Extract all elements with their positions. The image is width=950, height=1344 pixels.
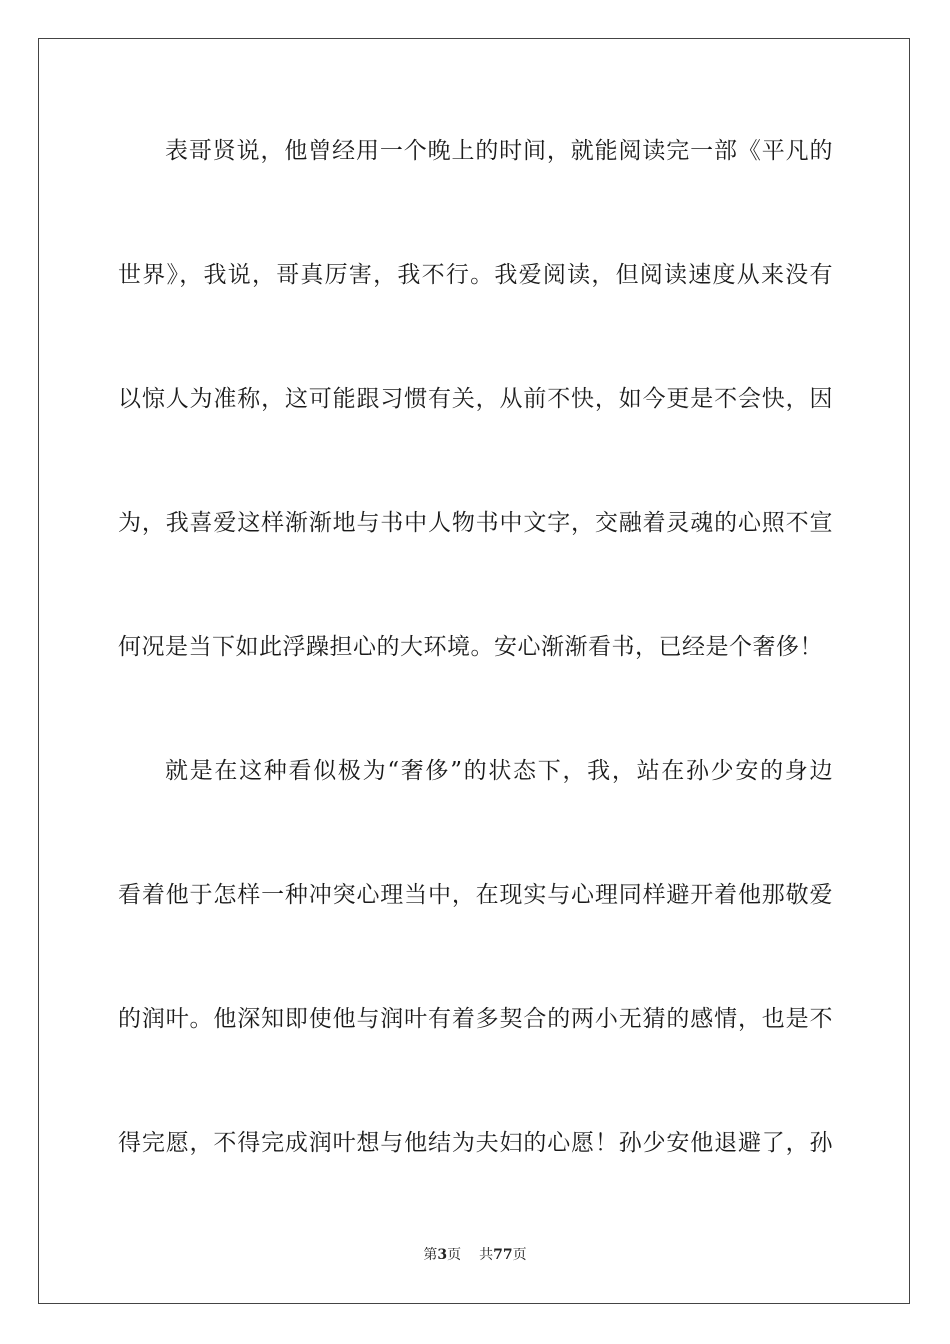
paragraph-line: 以惊人为准称，这可能跟习惯有关，从前不快，如今更是不会快，因 (118, 386, 833, 412)
paragraph-line: 何况是当下如此浮躁担心的大环境。安心渐渐看书，已经是个奢侈！ (118, 634, 823, 660)
paragraph-line: 的润叶。他深知即使他与润叶有着多契合的两小无猜的感情，也是不 (118, 1006, 833, 1032)
paragraph-line: 就是在这种看似极为“奢侈”的状态下，我，站在孙少安的身边 (165, 758, 833, 784)
paragraph-line: 表哥贤说，他曾经用一个晚上的时间，就能阅读完一部《平凡的 (165, 138, 833, 164)
page-border (38, 38, 910, 1304)
page-footer (0, 1246, 950, 1264)
paragraph-line: 为，我喜爱这样渐渐地与书中人物书中文字，交融着灵魂的心照不宣 (118, 510, 833, 536)
page-number-label: 第3页 (423, 1247, 462, 1263)
paragraph-line: 世界》，我说，哥真厉害，我不行。我爱阅读，但阅读速度从来没有 (118, 262, 833, 288)
total-pages-label: 共77页 (479, 1247, 527, 1263)
paragraph-line: 得完愿，不得完成润叶想与他结为夫妇的心愿！孙少安他退避了，孙 (118, 1130, 833, 1156)
paragraph-line: 看着他于怎样一种冲突心理当中，在现实与心理同样避开着他那敬爱 (118, 882, 833, 908)
